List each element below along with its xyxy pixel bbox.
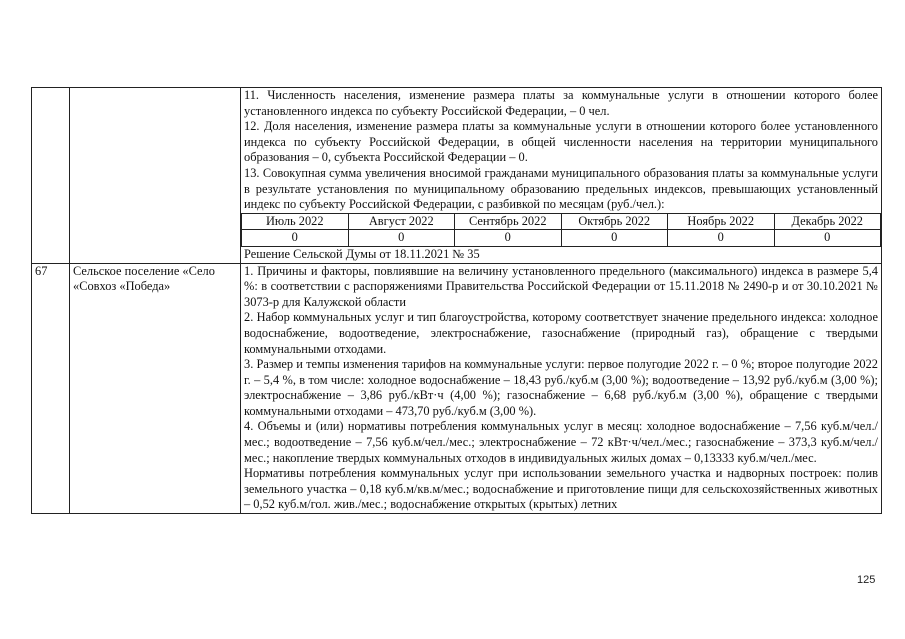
monthly-increase-table [241,213,881,247]
row-number-cell [32,88,70,264]
paragraph-3: 3. Размер и темпы изменения тарифов на коммунальные услуги: первое полугодие 2022 г. – 0 %; второе полугодие 2022 г. – 5,4 %, в том числе: холодное водоснабжение – 18,43 руб./куб.м (3,00 %); водоотведение – 13,92 руб./куб.м (3,00 %); электроснабжение – 3,86 руб./кВт·ч (4,00 %); газоснабжение – 6,68 руб./куб.м (3,00 %), обращение с твердыми коммунальными отходами – 473,70 руб./куб.м (3,00 %). [244,357,878,418]
month-value: 0 [455,230,562,247]
table-row [32,88,882,264]
paragraph-12: 12. Доля населения, изменение размера платы за коммунальные услуги в отношении которого более установленного индекса по субъекту Российской Федерации, в общей численности населения на территории муниципального образования – 0, субъекта Российской Федерации – 0. [244,119,878,165]
month-value: 0 [242,230,349,247]
page-number: 125 [857,574,876,586]
month-header: Ноябрь 2022 [668,213,775,230]
month-header: Сентябрь 2022 [455,213,562,230]
row-number-cell: 67 [32,263,70,514]
decision-reference: Решение Сельской Думы от 18.11.2021 № 35 [244,246,480,261]
paragraph-1: 1. Причины и факторы, повлиявшие на величину установленного предельного (максимального) индекса в размере 5,4 %: в соответствии с распоряжениями Правительства Российской Федерации от 15.11.2018 № 2490-р и от 30.10.2021 № 3073-р для Калужской области [244,263,878,309]
month-header: Декабрь 2022 [774,213,881,230]
table-row [32,263,882,514]
month-value: 0 [668,230,775,247]
months-header-row [242,213,881,230]
month-header: Июль 2022 [242,213,349,230]
indices-table [31,87,882,514]
month-header: Октябрь 2022 [561,213,668,230]
months-value-row [242,230,881,247]
month-value: 0 [561,230,668,247]
month-header: Август 2022 [348,213,455,230]
settlement-name-cell: Сельское поселение «Село «Совхоз «Победа» [70,263,241,514]
paragraph-norms: Нормативы потребления коммунальных услуг при использовании земельного участка и надворных построек: полив земельного участка – 0,18 куб.м/кв.м/мес.; водоснабжение и приготовление пищи для сельскохозяйственных животных – 0,52 куб.м/гол. жив./мес.; водоснабжение открытых (крытых) летних [244,466,878,512]
paragraph-2: 2. Набор коммунальных услуг и тип благоустройства, которому соответствует значение предельного индекса: холодное водоснабжение, водоотведение, электроснабжение, газоснабжение (природный газ), обращение с твердыми коммунальными отходами. [244,310,878,356]
paragraph-13: 13. Совокупная сумма увеличения вносимой гражданами муниципального образования платы за коммунальные услуги в результате установления по муниципальному образованию предельных индексов, превышающих установленный индекс по субъекту Российской Федерации, с разбивкой по месяцам (руб./чел.): [244,165,878,212]
details-cell [241,263,882,514]
paragraph-4: 4. Объемы и (или) нормативы потребления коммунальных услуг в месяц: холодное водоснабжение – 7,56 куб.м/чел./мес.; водоотведение – 7,56 куб.м/чел./мес.; электроснабжение – 72 кВт·ч/чел./мес.; газоснабжение – 373,3 куб.м/чел./мес.; накопление твердых коммунальных отходов в индивидуальных жилых домах – 0,13333 куб.м/чел./мес. [244,419,878,465]
month-value: 0 [348,230,455,247]
month-value: 0 [774,230,881,247]
paragraph-11: 11. Численность населения, изменение размера платы за коммунальные услуги в отношении которого более установленного индекса по субъекту Российской Федерации, – 0 чел. [244,88,878,118]
settlement-name-cell [70,88,241,264]
details-cell [241,88,882,264]
